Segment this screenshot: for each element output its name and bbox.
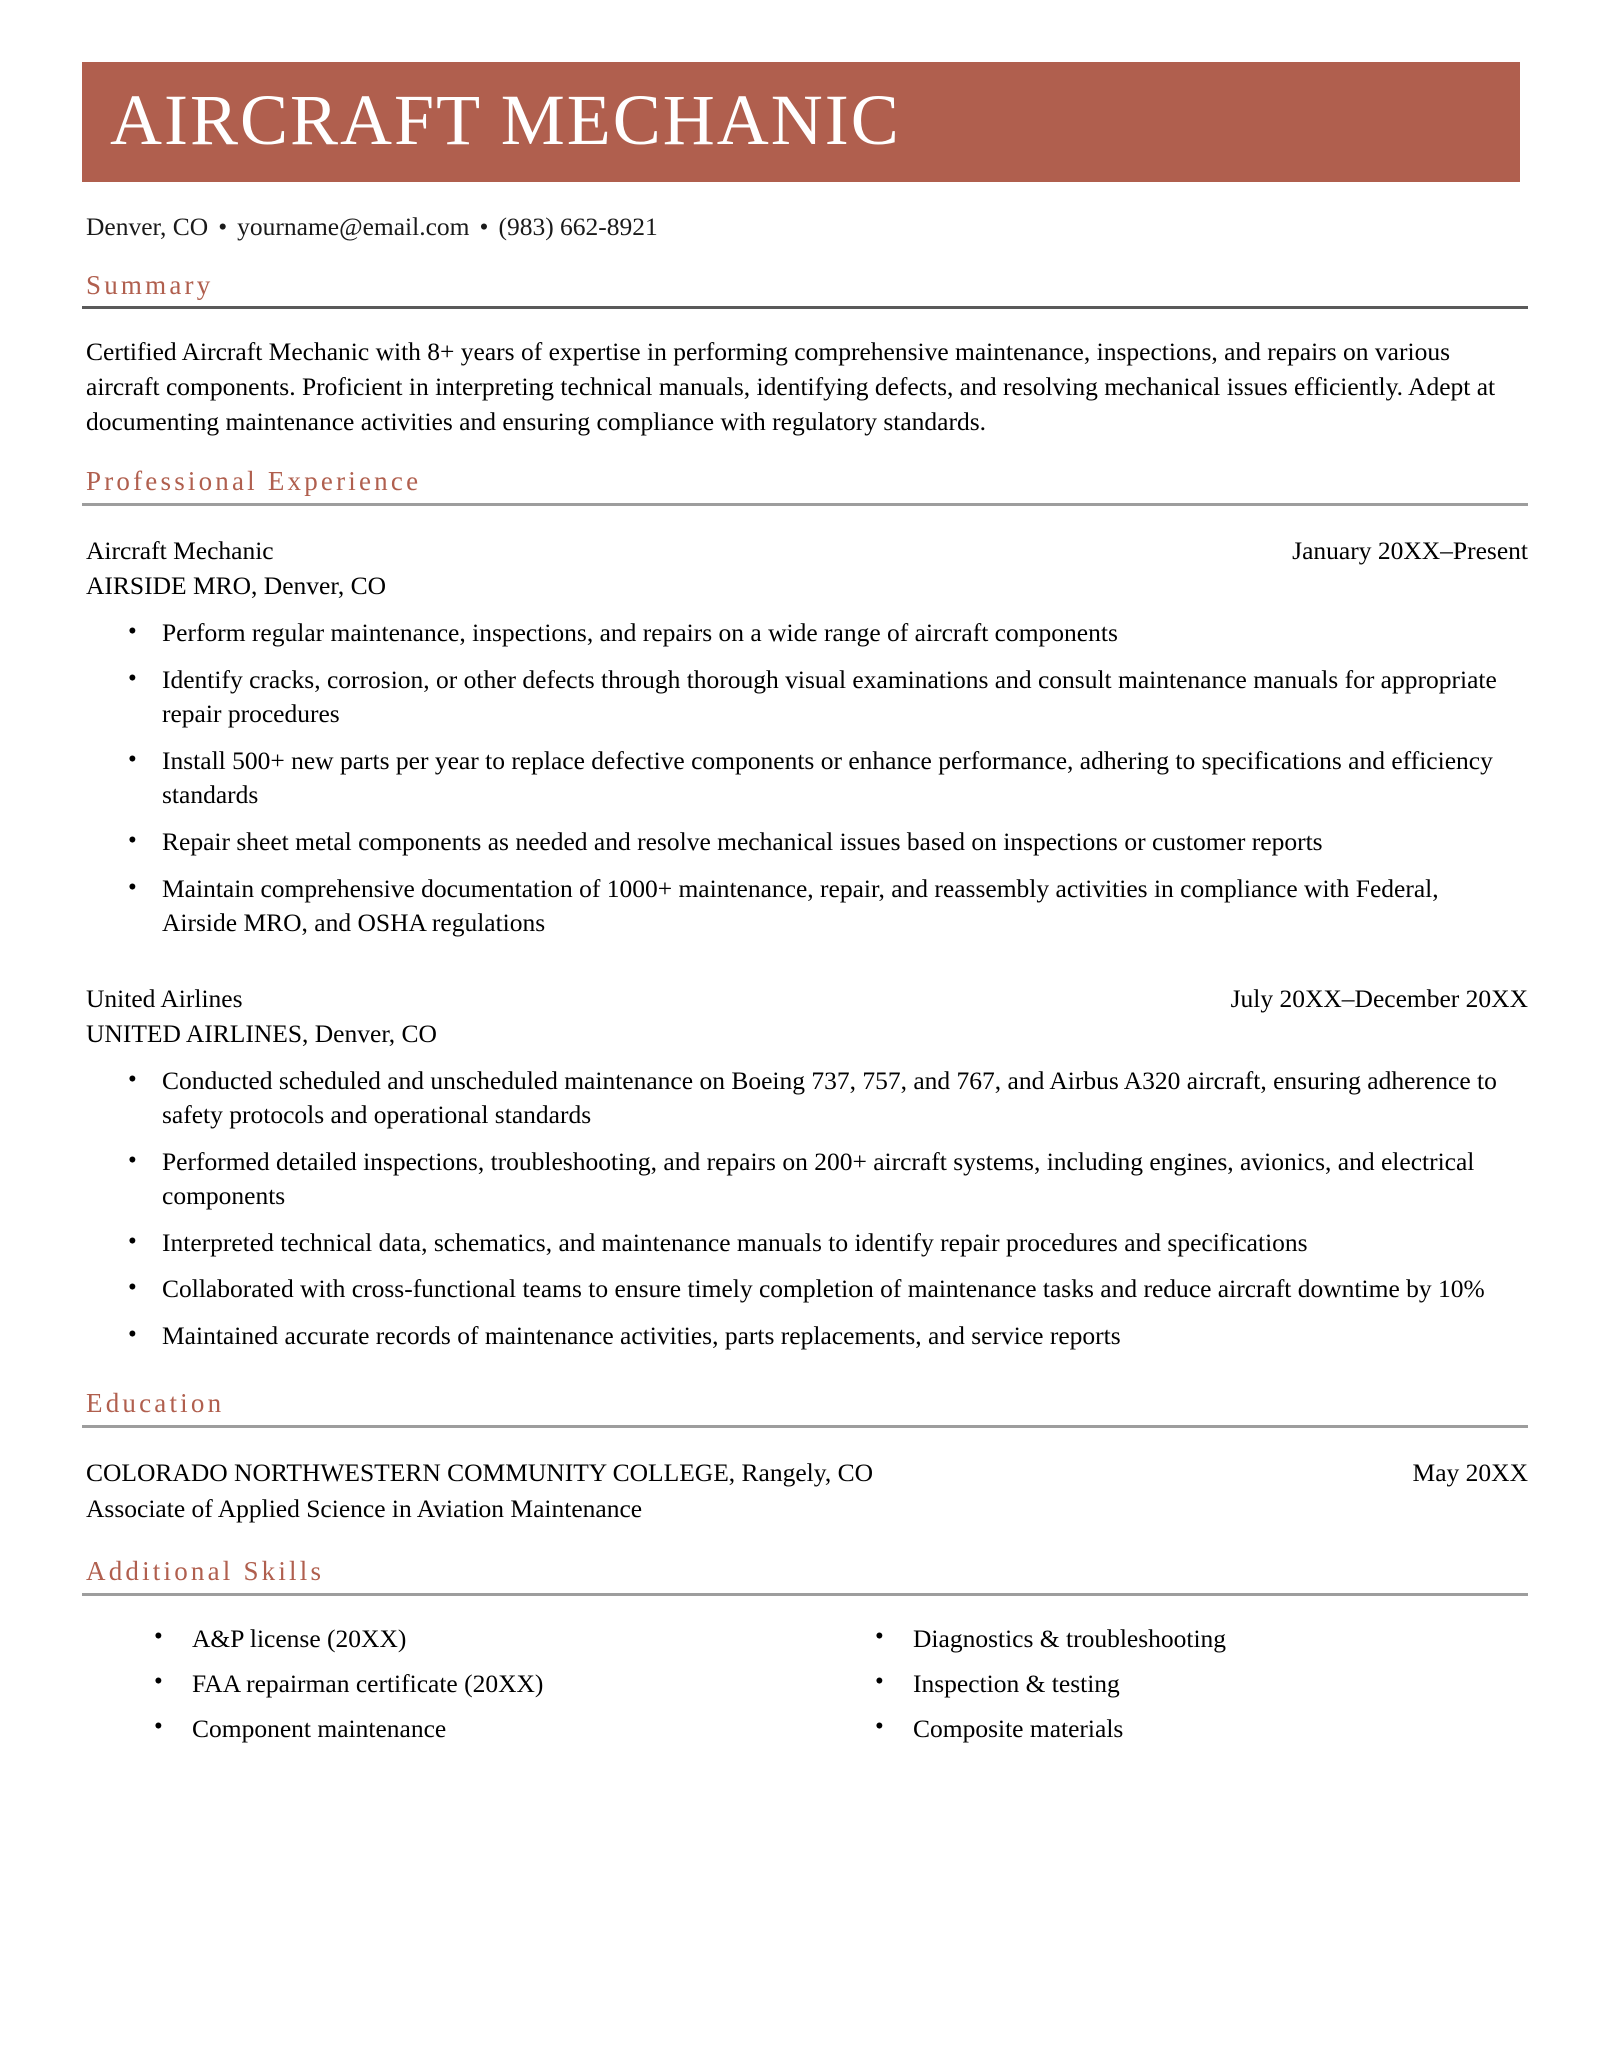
section-skills <box>82 1555 1528 1757</box>
contact-separator-2: • <box>479 212 489 241</box>
job-bullet: • Maintained accurate records of maintenance activities, parts replacements, and service reports <box>86 1319 1506 1353</box>
job-bullet: • Collaborated with cross-functional teams to ensure timely completion of maintenance tasks and reduce aircraft downtime by 10% <box>86 1272 1506 1306</box>
education-school: COLORADO NORTHWESTERN COMMUNITY COLLEGE, Rangely, CO <box>86 1458 874 1488</box>
contact-line <box>82 212 1528 243</box>
job-entry <box>82 982 1528 1354</box>
section-rule-education <box>82 1425 1528 1428</box>
job-bullet-list <box>86 1064 1528 1353</box>
skill-item: • Composite materials <box>867 1712 1528 1745</box>
job-header-row <box>86 982 1528 1015</box>
education-entry <box>82 1456 1528 1525</box>
skill-list <box>146 1622 807 1745</box>
skill-item: • Component maintenance <box>146 1712 807 1745</box>
job-bullet: • Identify cracks, corrosion, or other defects through thorough visual examinations and consult maintenance manuals for appropriate repair procedures <box>86 663 1506 731</box>
contact-email[interactable]: yourname@email.com <box>237 212 470 241</box>
section-heading-experience: Professional Experience <box>86 466 422 497</box>
skill-item: • Diagnostics & troubleshooting <box>867 1622 1528 1655</box>
contact-location: Denver, CO <box>86 212 209 241</box>
skill-item: • Inspection & testing <box>867 1667 1528 1700</box>
section-heading-summary: Summary <box>86 269 214 300</box>
page-title: AIRCRAFT MECHANIC <box>110 80 901 160</box>
section-experience <box>82 465 1528 1353</box>
skills-column-left <box>86 1622 807 1757</box>
job-title: Aircraft Mechanic <box>86 536 274 566</box>
contact-separator-1: • <box>218 212 228 241</box>
section-summary <box>82 269 1528 440</box>
skill-item: • A&P license (20XX) <box>146 1622 807 1655</box>
section-rule-skills <box>82 1593 1528 1596</box>
job-bullet: • Perform regular maintenance, inspections, and repairs on a wide range of aircraft components <box>86 616 1506 650</box>
skills-column-right <box>807 1622 1528 1757</box>
education-date: May 20XX <box>1412 1458 1528 1488</box>
job-bullet: • Install 500+ new parts per year to replace defective components or enhance performance, adhering to specifications and efficiency standards <box>86 744 1506 812</box>
section-rule-summary <box>82 306 1528 309</box>
job-title: United Airlines <box>86 983 243 1013</box>
section-rule-experience <box>82 503 1528 506</box>
job-bullet: • Repair sheet metal components as needed and resolve mechanical issues based on inspections or customer reports <box>86 825 1506 859</box>
job-date: January 20XX–Present <box>1292 536 1528 566</box>
section-heading-skills: Additional Skills <box>86 1556 325 1587</box>
job-bullet: • Performed detailed inspections, troubleshooting, and repairs on 200+ aircraft systems, including engines, avionics, and electrical components <box>86 1145 1506 1213</box>
skill-item: • FAA repairman certificate (20XX) <box>146 1667 807 1700</box>
skills-columns <box>82 1622 1528 1757</box>
job-bullet: • Interpreted technical data, schematics, and maintenance manuals to identify repair procedures and specifications <box>86 1226 1506 1260</box>
job-organization: AIRSIDE MRO, Denver, CO <box>86 571 386 601</box>
section-heading-education: Education <box>86 1388 225 1419</box>
job-organization: UNITED AIRLINES, Denver, CO <box>86 1018 437 1048</box>
job-date: July 20XX–December 20XX <box>1230 983 1528 1013</box>
contact-phone[interactable]: (983) 662-8921 <box>498 212 658 241</box>
job-entry <box>82 534 1528 940</box>
education-header-row <box>86 1456 1528 1489</box>
summary-text: Certified Aircraft Mechanic with 8+ years of expertise in performing comprehensive maintenance, inspections, and repairs on various aircraft components. Proficient in interpreting technical manuals, identifying defects, and resolving mechanical issues efficiently. Adept at documenting maintenance activities and ensuring compliance with regulatory standards. <box>86 337 1496 436</box>
job-bullet: • Conducted scheduled and unscheduled maintenance on Boeing 737, 757, and 767, and Airbus A320 aircraft, ensuring adherence to safety protocols and operational standards <box>86 1064 1506 1132</box>
job-header-row <box>86 534 1528 567</box>
job-bullet: • Maintain comprehensive documentation of 1000+ maintenance, repair, and reassembly activities in compliance with Federal, Airside MRO, and OSHA regulations <box>86 872 1506 940</box>
education-degree: Associate of Applied Science in Aviation Maintenance <box>86 1494 643 1524</box>
job-bullet-list <box>86 616 1528 939</box>
section-education <box>82 1387 1528 1525</box>
skill-list <box>867 1622 1528 1745</box>
name-banner <box>82 62 1520 182</box>
